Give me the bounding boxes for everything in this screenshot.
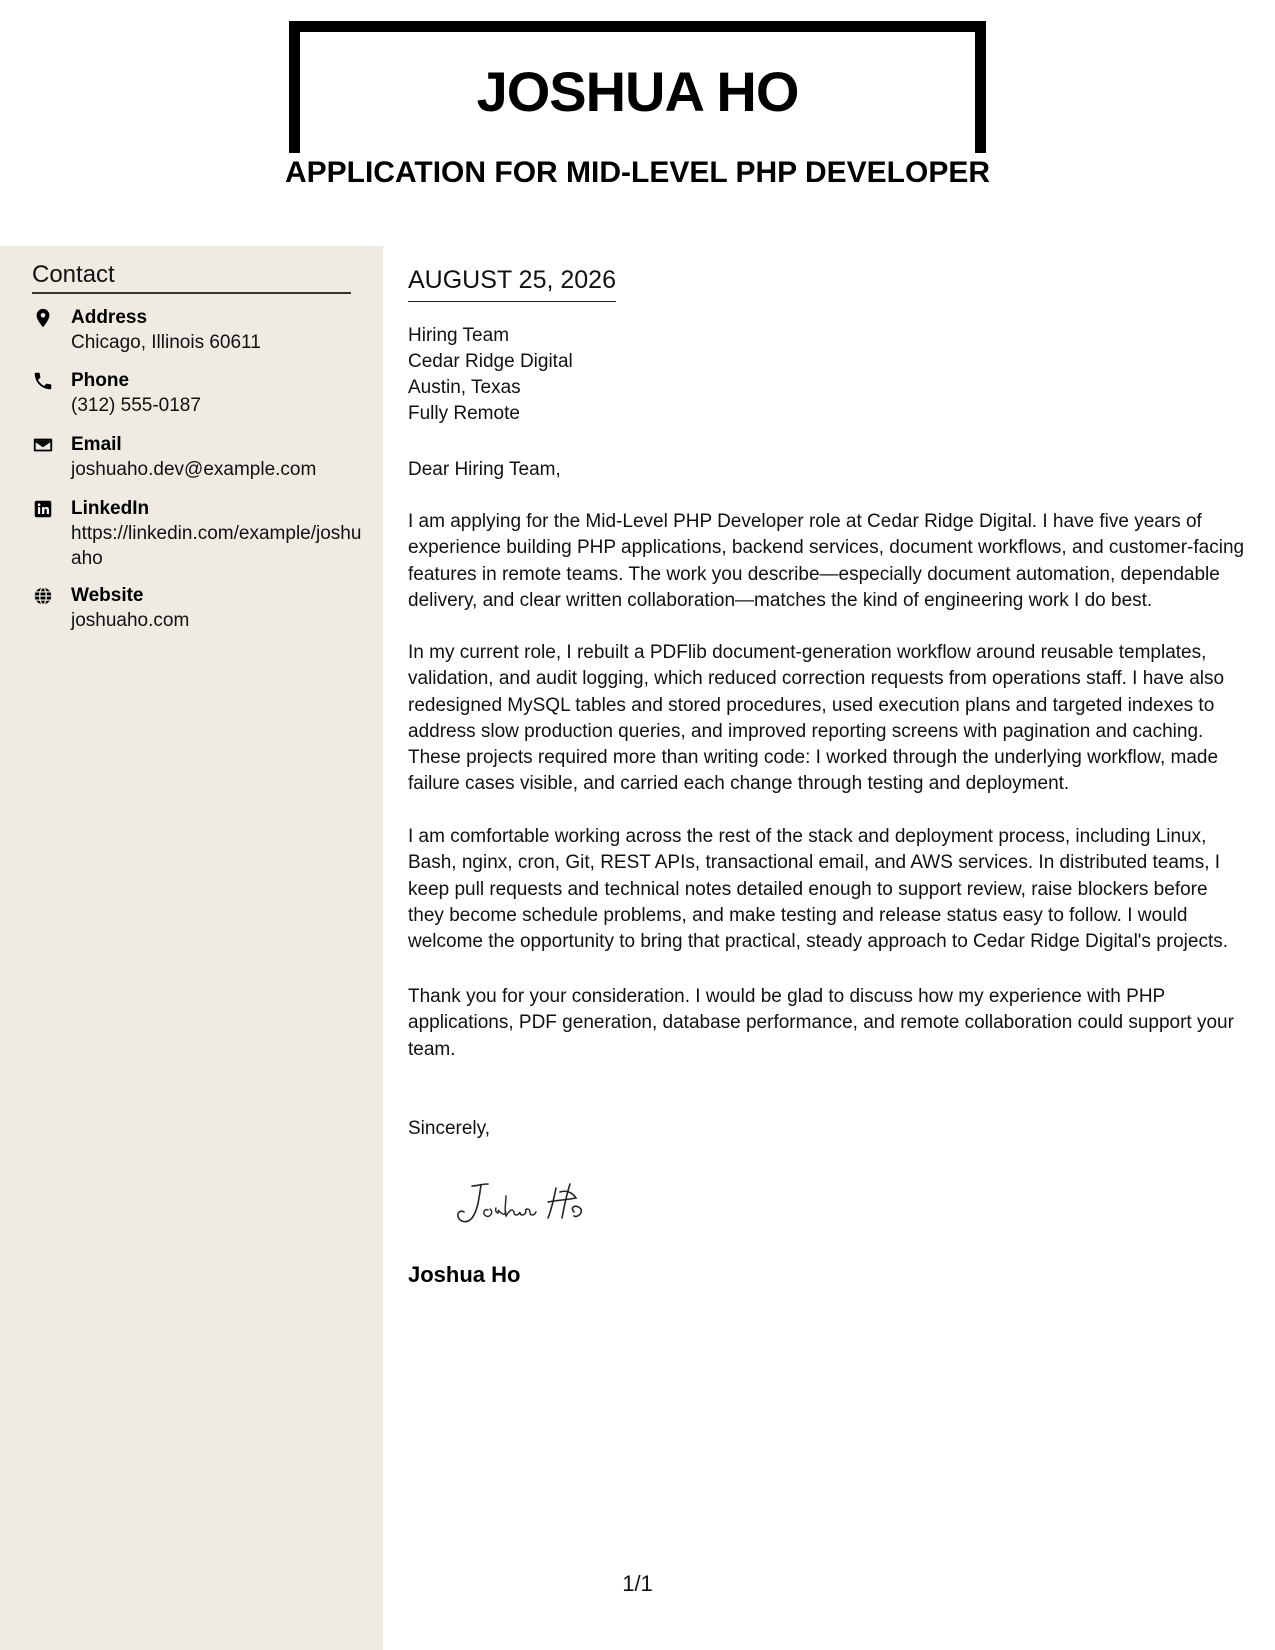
contact-label: Website (71, 585, 144, 606)
applicant-name: JOSHUA HO (476, 60, 799, 123)
recipient-block (408, 323, 573, 427)
contact-label: Email (71, 434, 122, 455)
handwritten-signature (448, 1172, 648, 1232)
page-number: 1/1 (622, 1571, 653, 1596)
recipient-line: Cedar Ridge Digital (408, 351, 573, 372)
contact-label: Address (71, 307, 148, 328)
recipient-line: Fully Remote (408, 403, 520, 424)
phone-icon (32, 370, 54, 392)
body-paragraph: I am comfortable working across the rest of the stack and deployment process, including Linux, Bash, nginx, cron, Git, REST APIs, transactional email, and AWS services. In distributed teams, I keep pull requests and technical notes detailed enough to support review, raise blockers before they become schedule problems, and make testing and release status easy to follow. I would welcome the opportunity to bring that practical, steady approach to Cedar Ridge Digital's projects. (408, 826, 1229, 953)
email-icon (32, 434, 54, 456)
contact-value: joshuaho.com (71, 610, 190, 631)
recipient-line: Hiring Team (408, 325, 510, 346)
body-paragraph: I am applying for the Mid-Level PHP Developer role at Cedar Ridge Digital. I have five years of experience building PHP applications, backend services, document workflows, and customer-facing features in remote teams. The work you describe—especially document automation, dependable delivery, and clear written collaboration—matches the kind of engineering work I do best. (408, 511, 1245, 611)
contact-label: Phone (71, 370, 130, 391)
contact-label: LinkedIn (71, 498, 150, 519)
signer-name: Joshua Ho (408, 1262, 521, 1287)
contact-value: https://linkedin.com/example/joshuaho (71, 523, 362, 569)
contact-value: (312) 555-0187 (71, 395, 201, 416)
body-paragraph: In my current role, I rebuilt a PDFlib document-generation workflow around reusable templates, validation, and audit logging, which reduced correction requests from operations staff. I have also redesigned MySQL tables and stored procedures, used execution plans and targeted indexes to address slow production queries, and improved reporting screens with pagination and caching. These projects required more than writing code: I worked through the underlying workflow, made failure cases visible, and carried each change through testing and deployment. (408, 642, 1225, 795)
contact-value: joshuaho.dev@example.com (71, 459, 317, 480)
recipient-line: Austin, Texas (408, 377, 521, 398)
application-title: APPLICATION FOR MID-LEVEL PHP DEVELOPER (240, 153, 1035, 193)
globe-icon (32, 585, 54, 607)
salutation: Dear Hiring Team, (408, 459, 561, 480)
map-pin-icon (32, 307, 54, 329)
contact-heading: Contact (32, 260, 351, 294)
linkedin-icon (32, 498, 54, 520)
letter-date: AUGUST 25, 2026 (408, 264, 616, 302)
contact-value: Chicago, Illinois 60611 (71, 332, 261, 353)
closing: Sincerely, (408, 1118, 491, 1139)
contact-sidebar (0, 246, 383, 1650)
body-paragraph: Thank you for your consideration. I would be glad to discuss how my experience with PHP applications, PDF generation, database performance, and remote collaboration could support your team. (408, 986, 1234, 1060)
